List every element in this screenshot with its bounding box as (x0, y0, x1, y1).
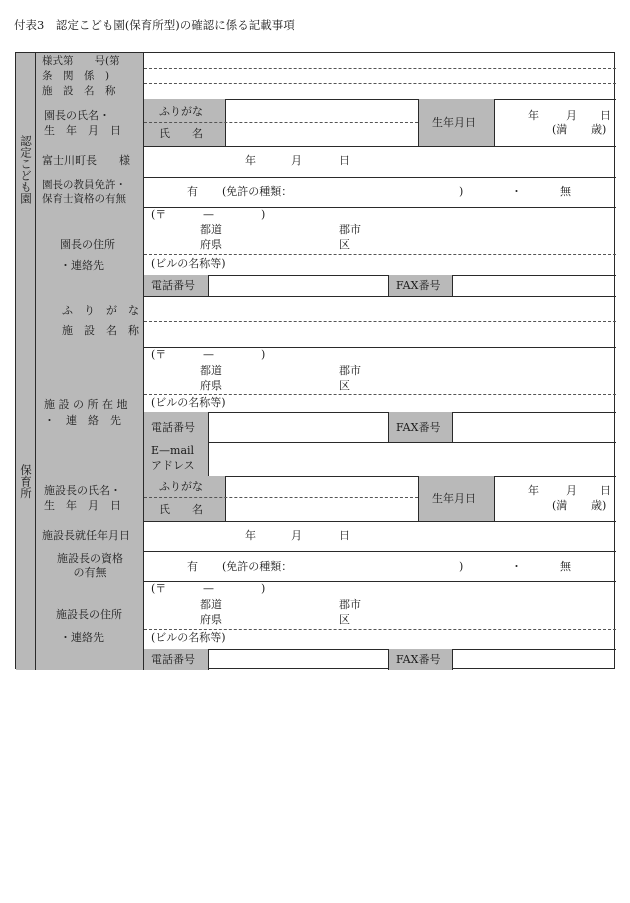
manager-qual-type-label: (免許の種類： (222, 560, 293, 573)
teacher-license-dot: ・ (511, 185, 522, 198)
facility-location-label-line1: 施 設 の 所 在 地 (44, 398, 128, 411)
director-phone-label: 電話番号 (151, 279, 195, 292)
facility-phone-input[interactable] (210, 413, 388, 441)
manager-prefecture-line1: 都道 (200, 598, 222, 611)
teacher-license-label-line2: 保育士資格の有無 (42, 193, 126, 205)
manager-postal-label: (〒 (151, 582, 167, 595)
manager-age-open: (満 (552, 499, 568, 512)
director-fax-input[interactable] (454, 276, 614, 295)
manager-furigana-input[interactable] (227, 477, 417, 496)
manager-address-label-cell (36, 581, 144, 670)
manager-qual-no[interactable]: 無 (560, 560, 571, 573)
director-furigana-input[interactable] (227, 100, 417, 121)
teacher-license-yes[interactable]: 有 (187, 185, 198, 198)
section-label-hoikusho: 保育所 (19, 464, 33, 499)
manager-qual-label-line2: の有無 (73, 566, 107, 579)
facility-furigana-input[interactable] (145, 297, 615, 320)
manager-birth-day: 日 (600, 484, 611, 497)
director-city-line2: 区 (339, 238, 350, 251)
director-prefecture-line2: 府県 (200, 238, 222, 251)
manager-qual-yes[interactable]: 有 (187, 560, 198, 573)
manager-fax-input[interactable] (454, 650, 614, 669)
format-label-line3: 施 設 名 称 (42, 85, 116, 97)
email-label-line1: E—mail (151, 444, 195, 457)
document-title: 付表3 認定こども園(保育所型)の確認に係る記載事項 (14, 18, 295, 32)
facility-prefecture-line1: 都道 (200, 364, 222, 377)
manager-fax-label: FAX番号 (396, 653, 441, 666)
director-address-label-line1: 園長の住所 (60, 238, 115, 251)
teacher-license-no[interactable]: 無 (560, 185, 571, 198)
facility-furigana-label: ふ り が な (62, 304, 139, 317)
manager-qual-dot: ・ (511, 560, 522, 573)
facility-city-line2: 区 (339, 379, 350, 392)
manager-start-label: 施設長就任年月日 (42, 529, 130, 542)
manager-phone-label: 電話番号 (151, 653, 195, 666)
director-postal-label: (〒 (151, 208, 167, 221)
director-postal-dash: — (203, 208, 214, 221)
mayor-label: 富士川町長 様 (42, 154, 130, 167)
director-postal-close: ) (261, 208, 266, 221)
facility-location-label-line2: ・ 連 絡 先 (44, 414, 121, 427)
manager-postal-close: ) (261, 582, 266, 595)
director-birth-label: 生年月日 (432, 116, 476, 129)
format-label-line2: 条 関 係 ) (42, 70, 110, 82)
manager-birth-label: 生年月日 (432, 492, 476, 505)
manager-name-sub-label: 氏 名 (159, 503, 203, 516)
director-birth-year: 年 (528, 109, 539, 122)
manager-address-label-line1: 施設長の住所 (56, 608, 122, 621)
section-label-kodomoen: 認定こども園 (19, 135, 33, 204)
email-input[interactable] (210, 443, 614, 475)
facility-name-input[interactable] (145, 84, 615, 98)
submit-date-year: 年 (245, 154, 256, 167)
email-label-line2: アドレス (151, 459, 195, 472)
director-phone-input[interactable] (210, 276, 388, 295)
form-table (15, 52, 615, 669)
facility-name2-input[interactable] (145, 323, 615, 346)
manager-postal-dash: — (203, 582, 214, 595)
teacher-license-type-label: (免許の種類： (222, 185, 293, 198)
facility-prefecture-line2: 府県 (200, 379, 222, 392)
director-fax-label: FAX番号 (396, 279, 441, 292)
manager-name-label-line2: 生 年 月 日 (44, 499, 121, 512)
manager-furigana-label: ふりがな (159, 480, 203, 493)
manager-birth-month: 月 (566, 484, 577, 497)
director-name-label-line2: 生 年 月 日 (44, 124, 121, 137)
manager-city-line2: 区 (339, 613, 350, 626)
manager-qual-label-line1: 施設長の資格 (57, 552, 123, 565)
director-birth-month: 月 (566, 109, 577, 122)
facility-fax-input[interactable] (454, 413, 614, 441)
teacher-license-close: ) (459, 185, 464, 198)
facility-postal-label: (〒 (151, 348, 167, 361)
director-furigana-label: ふりがな (159, 105, 203, 118)
manager-qual-close: ) (459, 560, 464, 573)
manager-start-month: 月 (291, 529, 302, 542)
submit-date-day: 日 (339, 154, 350, 167)
director-age-open: (満 (552, 123, 568, 136)
manager-address-label-line2: ・連絡先 (60, 631, 104, 644)
facility-name-label: 施 設 名 称 (62, 324, 139, 337)
facility-postal-close: ) (261, 348, 266, 361)
director-address-label-line2: ・連絡先 (60, 259, 104, 272)
facility-fax-label: FAX番号 (396, 421, 441, 434)
facility-phone-label: 電話番号 (151, 421, 195, 434)
director-age-close: 歳) (591, 123, 607, 136)
director-building-label: (ビルの名称等) (151, 257, 226, 270)
manager-start-year: 年 (245, 529, 256, 542)
manager-building-label: (ビルの名称等) (151, 631, 226, 644)
director-name-sub-label: 氏 名 (159, 127, 203, 140)
teacher-license-label-line1: 園長の教員免許・ (42, 179, 126, 191)
manager-city-line1: 郡市 (339, 598, 361, 611)
manager-birth-year: 年 (528, 484, 539, 497)
facility-city-line1: 郡市 (339, 364, 361, 377)
format-label-line1: 様式第 号(第 (42, 55, 120, 67)
director-city-line1: 郡市 (339, 223, 361, 236)
manager-start-day: 日 (339, 529, 350, 542)
manager-phone-input[interactable] (210, 650, 388, 669)
manager-name-input[interactable] (227, 498, 417, 520)
submit-date-month: 月 (291, 154, 302, 167)
manager-name-label-line1: 施設長の氏名・ (44, 484, 121, 497)
director-birth-day: 日 (600, 109, 611, 122)
director-prefecture-line1: 都道 (200, 223, 222, 236)
director-name-label-line1: 園長の氏名・ (44, 109, 110, 122)
format-divider-1 (144, 68, 616, 69)
director-name-input[interactable] (227, 123, 417, 145)
manager-age-close: 歳) (591, 499, 607, 512)
facility-building-label: (ビルの名称等) (151, 396, 226, 409)
facility-postal-dash: — (203, 348, 214, 361)
manager-prefecture-line2: 府県 (200, 613, 222, 626)
